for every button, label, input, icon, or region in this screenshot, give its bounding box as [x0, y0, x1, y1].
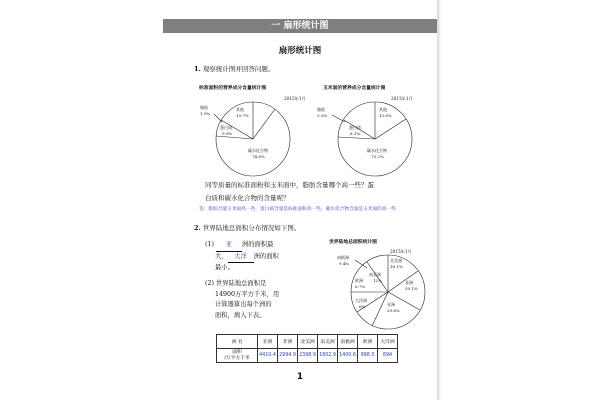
chapter-header: 一 扇形统计图: [163, 19, 437, 33]
table-column-header: 南美洲: [318, 335, 338, 349]
table-column-header: 北美洲: [298, 335, 318, 349]
right-slice-label: 碳水化合物: [367, 148, 387, 153]
q2-part2-line4: 面积，填入下表。: [215, 311, 266, 319]
left-pie-slice-edge: [253, 109, 275, 139]
table-row-header: 洲 名: [217, 335, 258, 349]
q1-text: 观察统计图并回答问题。: [202, 65, 275, 73]
table-column-header: 非洲: [278, 335, 298, 349]
world-slice-label: 欧洲: [355, 278, 363, 283]
continent-area-table: [216, 334, 398, 363]
table-column-header: 亚洲: [258, 335, 278, 349]
q2-part1-text1: 洲的面积最: [241, 241, 274, 248]
world-slice-label: 南极洲: [337, 255, 349, 260]
q2-part1: [205, 240, 279, 274]
table-row-header-line1: 面积: [232, 349, 242, 355]
table-cell: 998.3: [358, 349, 378, 363]
q2-part2-line1: [205, 279, 279, 290]
q1-question-line1: 同等质量的标准面粉和玉米面中，脂肪含量哪个高一些？蛋: [205, 181, 374, 189]
q2-part1-text3: 洲的面积: [253, 252, 279, 260]
world-slice-value: 6.7%: [355, 284, 366, 289]
world-pie-slice-edge: [367, 262, 388, 292]
left-slice-label: 其他: [236, 107, 244, 112]
world-slice-label: 北美洲: [390, 258, 402, 263]
q2-part2-line3: 计算器算出每个洲的: [215, 301, 272, 308]
q2-part1-line3: 最小。: [215, 264, 234, 271]
world-slice-value: 9.4%: [339, 261, 350, 266]
world-chart-title: 世界陆地总面积统计图: [329, 240, 377, 245]
right-slice-value: 75.2%: [371, 154, 384, 159]
world-slice-value: 6%: [359, 304, 366, 309]
right-pie-leader-line: [332, 115, 345, 122]
world-slice-value: 29.6%: [387, 308, 400, 313]
section-title: 扇形统计图: [278, 46, 322, 56]
table-cell: 1400.6: [338, 349, 358, 363]
q2-part2: [205, 279, 279, 321]
q2-part1-line2: [205, 252, 279, 264]
world-slice-value: 12%: [373, 278, 382, 283]
table-cell: 894: [378, 349, 398, 363]
world-slice-label: 非洲: [405, 280, 413, 285]
table-cell: 4410.4: [258, 349, 278, 363]
table-row-header-line2: /万平方千米: [224, 355, 250, 361]
world-pie-chart: [325, 252, 437, 334]
workbook-page: [163, 0, 437, 400]
left-slice-label: 脂肪: [200, 105, 208, 110]
right-pie-chart: [313, 99, 423, 183]
q1-answer: 答：脂肪含量玉米面高一些，蛋白质含量是标准面粉高一些，碳水化合物含量是玉米面的高一些: [199, 207, 396, 212]
table-cell: 1802.9: [318, 349, 338, 363]
world-slice-label: 大洋洲: [355, 298, 367, 303]
table-column-header: 大洋洲: [378, 335, 398, 349]
table-cell: 2994.9: [278, 349, 298, 363]
table-row-header: [217, 349, 258, 363]
left-pie-leader-line: [214, 114, 222, 122]
right-slice-value: 13.6%: [379, 113, 392, 118]
left-chart-date: 2015年1月: [284, 96, 306, 101]
world-slice-label: 南美洲: [369, 272, 381, 277]
q1-question-line2: 白质和碳水化合物的含量呢？: [205, 194, 290, 202]
q2-part1-answer1: 亚: [216, 240, 242, 252]
left-slice-label: 碳水化合物: [248, 148, 268, 153]
right-slice-label: 脂肪: [317, 107, 325, 112]
q2-part1-label: (1): [205, 241, 214, 248]
q2-part1-text2: 大，: [215, 252, 228, 260]
left-chart-title: 标准面粉的营养成分含量统计图: [199, 86, 267, 91]
q1-number: 1.: [194, 65, 201, 73]
right-chart-date: 2015年1月: [391, 96, 413, 101]
page-edge-shadow: [437, 0, 442, 400]
right-slice-label: 蛋白质: [349, 125, 361, 130]
right-slice-label: 其他: [379, 107, 387, 112]
right-pie-slice-edge: [338, 137, 375, 139]
left-slice-value: 1.9%: [200, 111, 211, 116]
q1-prompt: [194, 64, 274, 73]
right-slice-value: 8.1%: [350, 131, 361, 136]
table-cell: 2398.9: [298, 349, 318, 363]
q2-part2-text1: 世界陆地总面积是: [215, 280, 267, 287]
table-row: [217, 349, 398, 363]
table-column-header: 欧洲: [358, 335, 378, 349]
page-number: 1: [296, 372, 304, 382]
left-slice-label: 蛋白质: [220, 125, 232, 130]
left-pie-slice-edge: [216, 136, 253, 139]
left-slice-value: 74.6%: [252, 154, 265, 159]
q2-number: 2.: [194, 224, 201, 232]
q2-text: 世界陆地总面积分布情况如下图。: [202, 224, 301, 232]
q2-part1-line1: [205, 240, 279, 252]
right-chart-title: 玉米面的营养成分含量统计图: [323, 86, 386, 91]
table-row: [217, 335, 398, 349]
world-chart-date: 2015年1月: [390, 249, 412, 254]
table-column-header: 南极洲: [338, 335, 358, 349]
world-slice-value: 16.1%: [390, 264, 403, 269]
q2-part2-label: (2): [205, 280, 214, 287]
right-pie-slice-edge: [375, 119, 406, 139]
q2-part1-answer2: 大洋: [228, 252, 254, 264]
left-slice-value: 13.7%: [236, 113, 249, 118]
q2-part2-line2: 14900万平方千米，用: [215, 290, 280, 298]
world-slice-value: 20.1%: [405, 286, 418, 291]
q2-prompt: [194, 223, 300, 232]
right-slice-value: 3.3%: [317, 113, 328, 118]
left-slice-value: 9.9%: [222, 131, 233, 136]
world-slice-label: 亚洲: [387, 302, 395, 307]
left-pie-chart: [196, 99, 298, 183]
